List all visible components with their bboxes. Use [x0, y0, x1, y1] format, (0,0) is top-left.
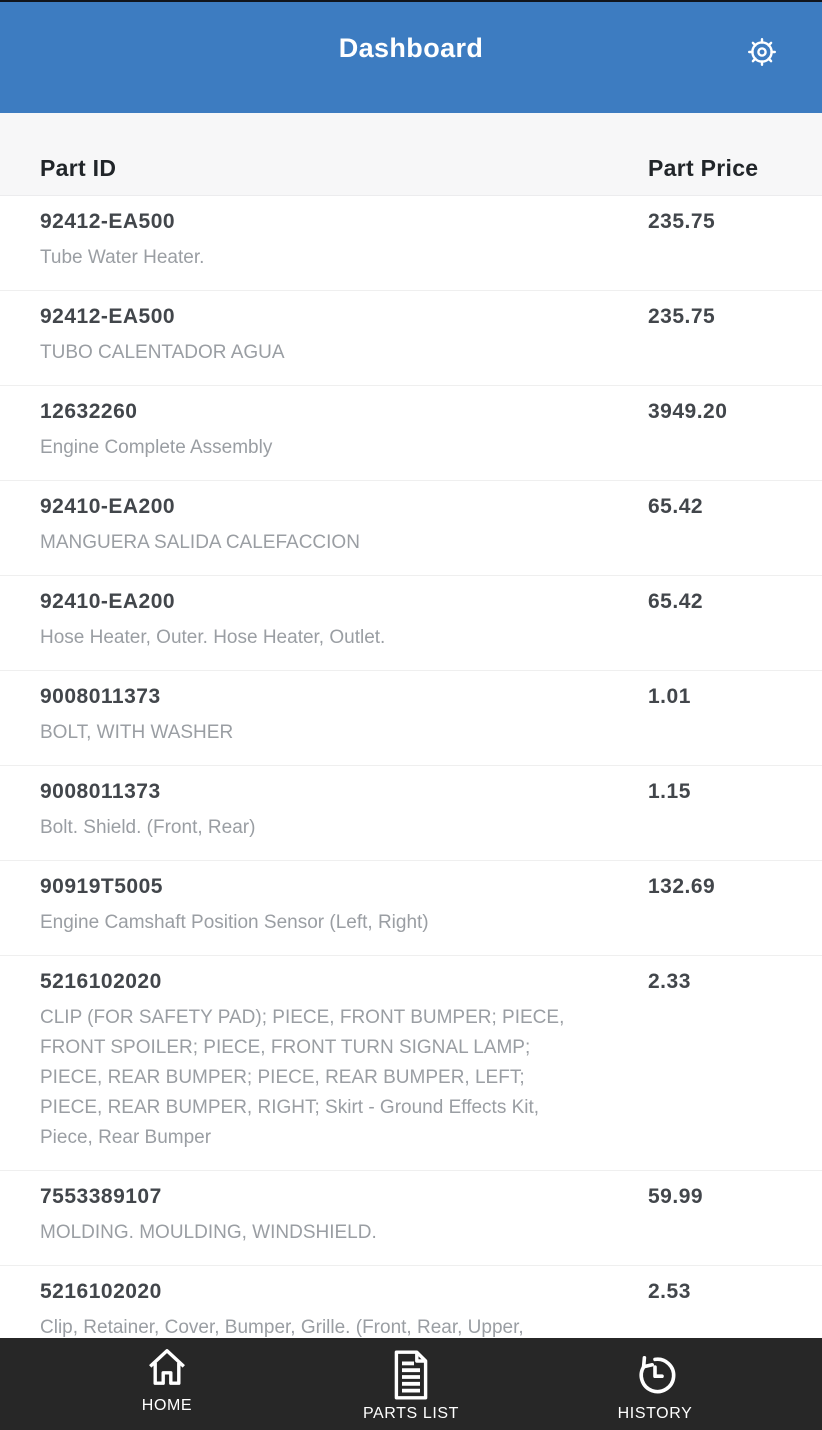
- app-bar: [0, 2, 822, 113]
- part-description: MOLDING. MOULDING, WINDSHIELD.: [40, 1222, 377, 1243]
- home-icon: [143, 1344, 191, 1390]
- table-row[interactable]: [0, 671, 822, 766]
- column-header-part-id: Part ID: [40, 155, 117, 181]
- part-price: 65.42: [648, 590, 704, 613]
- part-description: Tube Water Heater.: [40, 247, 205, 268]
- table-row[interactable]: [0, 956, 822, 1171]
- row-left: [40, 400, 648, 463]
- document-icon: [390, 1349, 432, 1401]
- part-description: TUBO CALENTADOR AGUA: [40, 342, 285, 363]
- parts-table-body: [0, 196, 822, 1361]
- row-left: [40, 495, 648, 558]
- bottom-nav: [0, 1338, 822, 1430]
- part-id: 92412-EA500: [40, 305, 176, 328]
- part-id: 90919T5005: [40, 875, 163, 898]
- part-description: Engine Camshaft Position Sensor (Left, Right): [40, 912, 429, 933]
- table-row[interactable]: [0, 861, 822, 956]
- part-id: 9008011373: [40, 780, 161, 803]
- part-id: 9008011373: [40, 685, 161, 708]
- row-left: [40, 1280, 648, 1343]
- part-description: MANGUERA SALIDA CALEFACCION: [40, 532, 360, 553]
- row-left: [40, 780, 648, 843]
- part-id: 92412-EA500: [40, 210, 176, 233]
- part-id: 5216102020: [40, 1280, 162, 1303]
- part-description: CLIP (FOR SAFETY PAD); PIECE, FRONT BUMPER; PIECE, FRONT SPOILER; PIECE, FRONT TURN SIGNAL LAMP; PIECE, REAR BUMPER; PIECE, REAR BUMPER, LEFT; PIECE, REAR BUMPER, RIGHT; Skirt - Ground Effects Kit, Piece, Rear Bumper: [40, 1007, 565, 1148]
- part-description: Engine Complete Assembly: [40, 437, 273, 458]
- row-left: [40, 590, 648, 653]
- part-id: 92410-EA200: [40, 590, 176, 613]
- row-left: [40, 685, 648, 748]
- table-row[interactable]: [0, 386, 822, 481]
- part-price: 1.15: [648, 780, 691, 803]
- nav-item-history[interactable]: [555, 1351, 755, 1423]
- table-row[interactable]: [0, 481, 822, 576]
- part-price: 1.01: [648, 685, 691, 708]
- nav-item-home[interactable]: [67, 1343, 267, 1415]
- part-description: Clip, Retainer, Cover, Bumper, Grille. (Front, Rear, Upper,: [40, 1317, 524, 1338]
- part-price: 235.75: [648, 305, 716, 328]
- table-row[interactable]: [0, 766, 822, 861]
- part-description: Bolt. Shield. (Front, Rear): [40, 817, 256, 838]
- nav-item-label: HISTORY: [617, 1405, 693, 1422]
- clock-history-icon: [631, 1351, 679, 1399]
- page-title: Dashboard: [338, 33, 484, 63]
- gear-icon: [746, 36, 778, 68]
- part-id: 92410-EA200: [40, 495, 176, 518]
- part-id: 5216102020: [40, 970, 162, 993]
- column-header-part-price: Part Price: [648, 155, 759, 181]
- row-left: [40, 1185, 648, 1248]
- nav-item-label: HOME: [141, 1397, 193, 1414]
- part-price: 2.33: [648, 970, 691, 993]
- nav-item-label: PARTS LIST: [362, 1405, 460, 1422]
- row-left: [40, 305, 648, 368]
- row-left: [40, 210, 648, 273]
- table-row[interactable]: [0, 1171, 822, 1266]
- part-price: 65.42: [648, 495, 704, 518]
- nav-item-parts-list[interactable]: [311, 1351, 511, 1423]
- part-id: 12632260: [40, 400, 138, 423]
- part-price: 235.75: [648, 210, 716, 233]
- table-row[interactable]: [0, 196, 822, 291]
- part-description: BOLT, WITH WASHER: [40, 722, 234, 743]
- settings-button[interactable]: [746, 36, 778, 68]
- row-left: [40, 970, 648, 1153]
- part-price: 132.69: [648, 875, 716, 898]
- part-price: 3949.20: [648, 400, 728, 423]
- part-price: 59.99: [648, 1185, 704, 1208]
- part-id: 7553389107: [40, 1185, 162, 1208]
- table-header: [0, 113, 822, 196]
- part-description: Hose Heater, Outer. Hose Heater, Outlet.: [40, 627, 386, 648]
- part-price: 2.53: [648, 1280, 691, 1303]
- row-left: [40, 875, 648, 938]
- table-row[interactable]: [0, 576, 822, 671]
- table-row[interactable]: [0, 291, 822, 386]
